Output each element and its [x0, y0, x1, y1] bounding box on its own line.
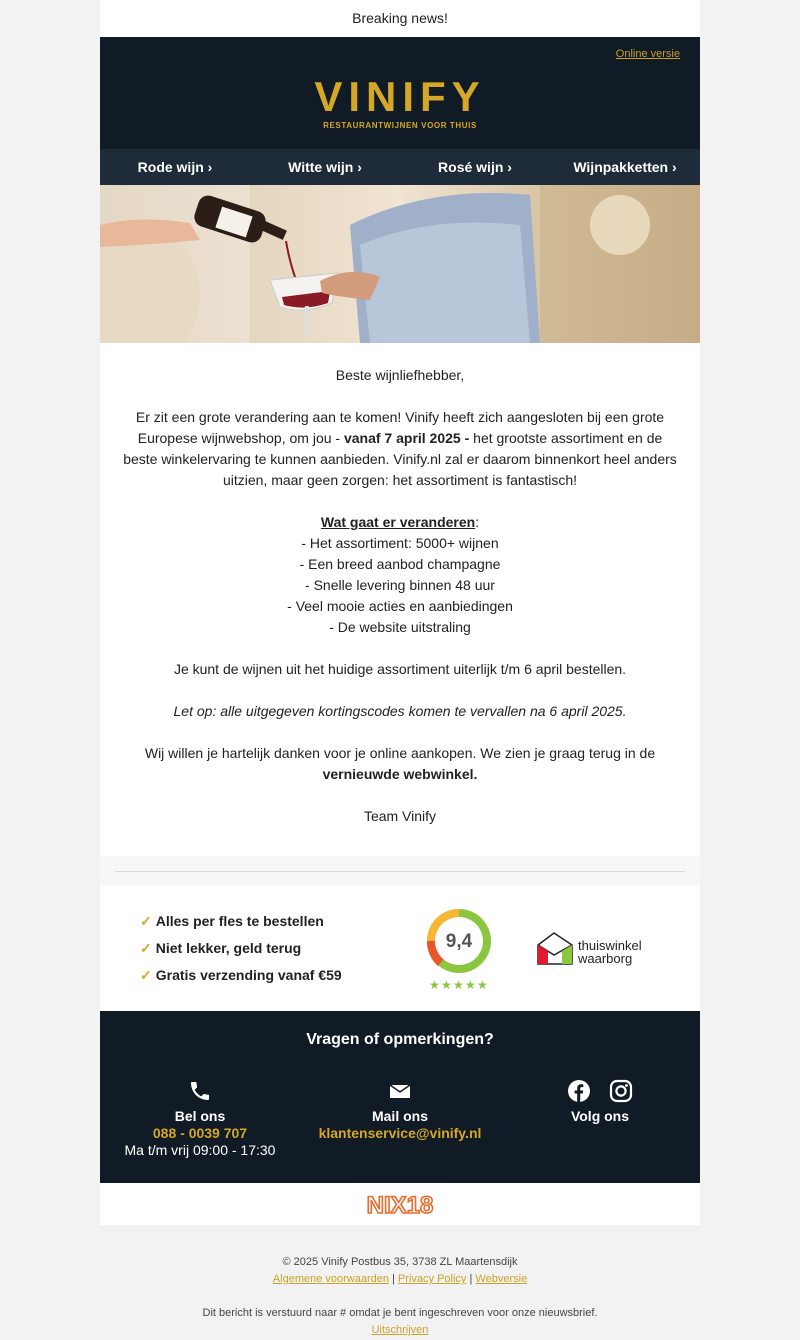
star-icon: ★ — [429, 978, 440, 992]
usp-section — [100, 886, 700, 1011]
mail-label: Mail ons — [371, 1108, 428, 1124]
phone-column — [100, 1079, 300, 1159]
greeting: Beste wijnliefhebber, — [335, 367, 465, 383]
preheader: Breaking news! — [100, 0, 700, 37]
star-icon: ★ — [441, 978, 452, 992]
new-webshop-text: vernieuwde webwinkel. — [322, 766, 478, 782]
nix18-logo — [359, 1192, 441, 1216]
changes-heading: Wat gaat er veranderen — [320, 514, 476, 530]
discount-note: Let op: alle uitgegeven kortingscodes komen te vervallen na 6 april 2025. — [173, 703, 627, 719]
nix18-bar — [100, 1183, 700, 1225]
logo-wordmark: VINIFY — [314, 73, 486, 120]
usp-item: ✓ Alles per fles te bestellen — [140, 913, 324, 929]
phone-icon[interactable] — [188, 1079, 212, 1103]
change-item: - Het assortiment: 5000+ wijnen — [301, 535, 499, 551]
category-nav — [100, 149, 700, 185]
vinify-logo[interactable] — [100, 75, 700, 130]
review-score: 9,4 — [445, 931, 473, 952]
nav-white-wine[interactable]: Witte wijn › — [288, 159, 362, 175]
email-container — [100, 0, 700, 1339]
intro-paragraph: Er zit een grote verandering aan te komen! Vinify heeft zich aangesloten bij een grote Europese wijnwebshop, om jou - vanaf 7 april 2025 - het grootste assortiment en de beste winkelervaring te kunnen aanbieden. Vinify.nl zal er daarom binnenkort heel anders uitzien, maar geen zorgen: het assortiment is fantastisch! — [123, 409, 677, 488]
nav-wine-packages[interactable]: Wijnpakketten › — [573, 159, 677, 175]
hero-image[interactable] — [100, 185, 700, 343]
mail-address-link[interactable]: klantenservice@vinify.nl — [318, 1125, 482, 1141]
social-column — [500, 1079, 700, 1159]
footer — [100, 1225, 700, 1339]
thuiswinkel-text: thuiswinkel — [578, 938, 642, 953]
privacy-link[interactable]: Privacy Policy — [397, 1273, 467, 1285]
review-score-badge[interactable] — [426, 908, 492, 994]
online-version-link[interactable]: Online versie — [615, 48, 680, 60]
terms-link[interactable]: Algemene voorwaarden — [272, 1273, 389, 1285]
mail-column — [300, 1079, 500, 1159]
logo-tagline: RESTAURANTWIJNEN VOOR THUIS — [323, 121, 477, 130]
svg-text:NIX18: NIX18 — [366, 1192, 434, 1216]
changes-block: Wat gaat er veranderen: - Het assortiment: 5000+ wijnen - Een breed aanbod champagne - Snelle levering binnen 48 uur - Veel mooie acties en aanbiedingen - De website uitstraling — [287, 514, 513, 635]
contact-columns — [100, 1079, 700, 1159]
star-icon: ★ — [465, 978, 476, 992]
check-icon: ✓ — [140, 940, 152, 956]
usp-list — [140, 908, 342, 989]
mail-icon[interactable] — [388, 1079, 412, 1103]
footer-links: Algemene voorwaarden | Privacy Policy | Webversie — [272, 1273, 528, 1285]
unsubscribe-link[interactable]: Uitschrijven — [371, 1324, 429, 1336]
header — [100, 37, 700, 149]
phone-number-link[interactable]: 088 - 0039 707 — [152, 1125, 248, 1141]
launch-date: vanaf 7 april 2025 - — [343, 430, 470, 446]
change-item: - Veel mooie acties en aanbiedingen — [287, 598, 513, 614]
social-label: Volg ons — [570, 1108, 630, 1124]
contact-section — [100, 1011, 700, 1183]
wine-pouring-illustration — [100, 185, 700, 343]
webversion-link[interactable]: Webversie — [475, 1273, 528, 1285]
nav-red-wine[interactable]: Rode wijn › — [137, 159, 213, 175]
contact-title: Vragen of opmerkingen? — [306, 1031, 494, 1048]
change-item: - Een breed aanbod champagne — [299, 556, 501, 572]
copyright: © 2025 Vinify Postbus 35, 3738 ZL Maartensdijk — [282, 1256, 518, 1268]
signature: Team Vinify — [363, 808, 437, 824]
waarborg-text: waarborg — [578, 951, 633, 966]
instagram-icon[interactable] — [609, 1079, 633, 1103]
divider — [100, 856, 700, 886]
usp-item: ✓ Niet lekker, geld terug — [140, 940, 302, 956]
order-note: Je kunt de wijnen uit het huidige assortiment uiterlijk t/m 6 april bestellen. — [173, 661, 627, 677]
check-icon: ✓ — [140, 913, 152, 929]
message-body — [100, 343, 700, 856]
phone-hours: Ma t/m vrij 09:00 - 17:30 — [124, 1142, 276, 1158]
nav-rose-wine[interactable]: Rosé wijn › — [438, 159, 512, 175]
phone-label: Bel ons — [174, 1108, 226, 1124]
star-icon: ★ — [453, 978, 464, 992]
thanks-paragraph: Wij willen je hartelijk danken voor je online aankopen. We zien je graag terug in de vernieuwde webwinkel. — [144, 745, 656, 782]
change-item: - Snelle levering binnen 48 uur — [305, 577, 495, 593]
usp-item: ✓ Gratis verzending vanaf €59 — [140, 967, 342, 983]
check-icon: ✓ — [140, 967, 152, 983]
change-item: - De website uitstraling — [329, 619, 471, 635]
half-star-icon: ★ — [477, 978, 488, 992]
thuiswinkel-waarborg-logo[interactable] — [536, 931, 656, 967]
facebook-icon[interactable] — [567, 1079, 591, 1103]
subscription-notice: Dit bericht is verstuurd naar # omdat je bent ingeschreven voor onze nieuwsbrief. — [202, 1307, 598, 1319]
